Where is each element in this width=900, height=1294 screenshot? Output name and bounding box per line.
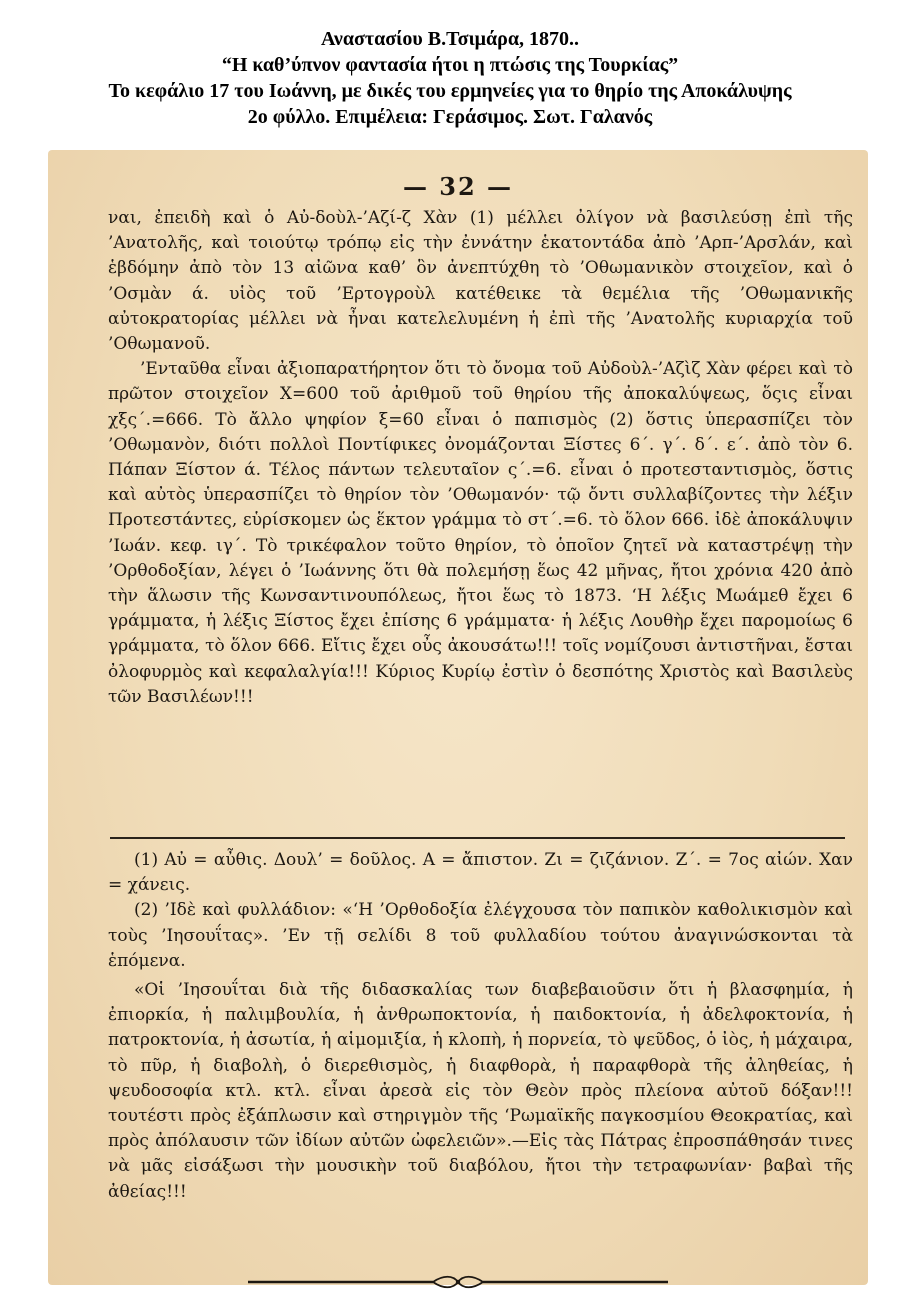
- footnote-divider: [110, 837, 845, 839]
- header-description: Το κεφάλιο 17 του Ιωάννη, με δικές του ερμηνείες για το θηρίο της Αποκάλυψης: [108, 80, 792, 102]
- header-author-year: Αναστασίου Β.Τσιμάρα, 1870..: [320, 28, 580, 50]
- header-editor: 2ο φύλλο. Επιμέλεια: Γεράσιμος. Σωτ. Γαλανός: [247, 106, 653, 128]
- paragraph: ναι, ἐπειδὴ καὶ ὁ Αὐ-δοὺλ-’Αζί-ζ Χὰν (1) μέλλει ὀλίγον νὰ βασιλεύσῃ ἐπὶ τῆς ’Ανατολῆς, καὶ τοιούτῳ τρόπῳ εἰς τὴν ἐννάτην ἑκατοντάδα ἀπὸ ’Αρπ-’Αρσλάν, καὶ ἑβδόμην ἀπὸ τὸν 13 αἰῶνα καθ’ ὃν ἀνεπτύχθη τὸ ’Οθωμανικὸν στοιχεῖον, καὶ ὁ ’Οσμὰν ά. υἱὸς τοῦ ’Ερτογροὺλ κατέθεικε τὰ θεμέλια τῆς ’Οθωμανικῆς αὐτοκρατορίας μέλλει νὰ ἦναι κατελελυμένη ἡ ἐπὶ τῆς ’Ανατολῆς κυριαρχία τοῦ ’Οθωμανοῦ.: [108, 208, 853, 355]
- annotation-header: [0, 26, 900, 130]
- footnote-1: (1) Αὐ = αὖθις. Δουλ’ = δοῦλος. Α = ἄπιστον. Ζι = ζιζάνιον. Ζ΄. = 7ος αἰών. Χαν = χάνεις.: [108, 850, 853, 896]
- footnotes: [108, 848, 853, 1205]
- main-text: [108, 206, 853, 710]
- page-number: — 32 —: [402, 172, 514, 201]
- footnote-quote: «Οἱ ’Ιησουΐται διὰ τῆς διδασκαλίας των διαβεβαιοῦσιν ὅτι ἡ βλασφημία, ἡ ἐπιορκία, ἡ παλιμβουλία, ἡ ἀνθρωποκτονία, ἡ παιδοκτονία, ἡ ἀδελφοκτονία, ἡ πατροκτονία, ἡ ἀσωτία, ἡ αἱμομιξία, ἡ κλοπὴ, ἡ πορνεία, τὸ ψεῦδος, ὁ ἰὸς, ἡ μάχαιρα, τὸ πῦρ, ἡ διαβολὴ, ὁ διερεθισμὸς, ἡ διαφθορὰ, ἡ παραφθορὰ τῆς ἀληθείας, ἡ ψευδοσοφία κτλ. κτλ. εἶναι ἀρεσὰ εἰς τὸν Θεὸν πρὸς πλείονα αὐτοῦ δόξαν!!! τουτέστι πρὸς ἐξάπλωσιν καὶ στηριγμὸν τῆς ‘Ρωμαϊκῆς παγκοσμίου Θεοκρατίας, καὶ πρὸς ἀπόλαυσιν τῶν ἰδίων αὐτῶν ὠφελειῶν».—Εἰς τὰς Πάτρας ἐπροσπάθησάν τινες νὰ μᾶς εἰσάξωσι τὴν μουσικὴν τοῦ διαβόλου, ἤτοι τὴν τετραφωνίαν· βαβαὶ τῆς ἀθείας!!!: [108, 980, 853, 1202]
- ornament-divider-icon: [248, 1275, 668, 1289]
- header-book-title: “Η καθ’ύπνον φαντασία ήτοι η πτώσις της Τουρκίας”: [221, 54, 679, 76]
- scanned-page: [48, 150, 868, 1285]
- footnote-2: (2) ’Ιδὲ καὶ φυλλάδιον: «‘Η ’Ορθοδοξία ἐλέγχουσα τὸν παπικὸν καθολικισμὸν καὶ τοὺς ’Ιησουΐτας». ’Εν τῇ σελίδι 8 τοῦ φυλλαδίου τούτου ἀναγινώσκονται τὰ ἑπόμενα.: [108, 900, 853, 971]
- paragraph: ’Ενταῦθα εἶναι ἀξιοπαρατήρητον ὅτι τὸ ὄνομα τοῦ Αὐδοὺλ-’Αζὶζ Χὰν φέρει καὶ τὸ πρῶτον στοιχεῖον Χ=600 τοῦ ἀριθμοῦ τοῦ θηρίου τῆς ἀποκαλύψεως, ὅςις εἶναι χξς΄.=666. Τὸ ἄλλο ψηφίον ξ=60 εἶναι ὁ παπισμὸς (2) ὅστις ὑπερασπίζει τὸν ’Οθωμανὸν, διότι πολλοὶ Ποντίφικες ὀνομάζονται Ξίστες 6΄. γ΄. δ΄. ε΄. ἀπὸ τὸν 6. Πάπαν Ξίστον ά. Τέλος πάντων τελευταῖον ς΄.=6. εἶναι ὁ προτεσταντισμὸς, ὅστις καὶ αὐτὸς ὑπερασπίζει τὸ θηρίον τὸν ’Οθωμανόν· τῷ ὄντι συλλαβίζοντες τὴν λέξιν Προτεστάντες, εὑρίσκομεν ὡς ἕκτον γράμμα τὸ στ΄.=6. τὸ ὅλον 666. ἰδὲ ἀποκάλυψιν ’Ιωάν. κεφ. ιγ΄. Τὸ τρικέφαλον τοῦτο θηρίον, τὸ ὁποῖον ζητεῖ νὰ καταστρέψῃ τὴν ’Ορθοδοξίαν, λέγει ὁ ’Ιωάννης ὅτι θὰ πολεμήσῃ ἕως 42 μῆνας, ἤτοι χρόνια 420 ἀπὸ τὴν ἅλωσιν τῆς Κωνσαντινουπόλεως, ἤτοι ἕως τὸ 1873. ‘Η λέξις Μωάμεθ ἔχει 6 γράμματα, ἡ λέξις Ξίστος ἔχει ἐπίσης 6 γράμματα· ἡ λέξις Λουθὴρ ἔχει παρομοίως 6 γράμματα, τὸ ὅλον 666. Εἴτις ἔχει οὖς ἀκουσάτω!!! τοῖς νομίζουσι ἀντιστῆναι, ἔσται ὀλοφυρμὸς καὶ κεφαλαλγία!!! Κύριος Κυρίῳ ἐστὶν ὁ δεσπότης Χριστὸς καὶ Βασιλεὺς τῶν Βασιλέων!!!: [108, 359, 853, 707]
